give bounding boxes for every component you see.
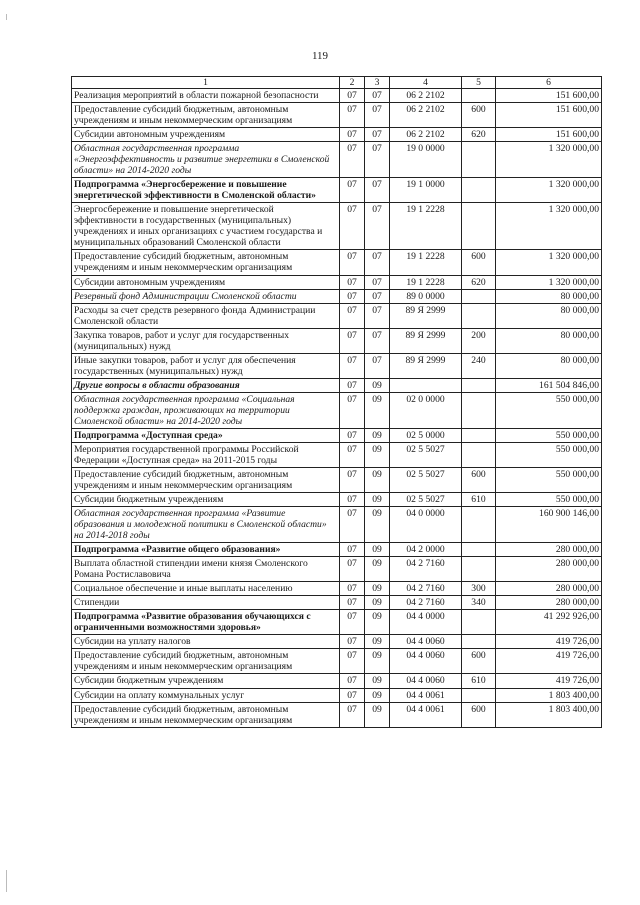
- cell-expense-type: 610: [462, 493, 496, 507]
- cell-target-article: 19 1 2228: [390, 203, 462, 250]
- cell-amount: 161 504 846,00: [496, 378, 602, 392]
- table-row: [72, 507, 602, 543]
- cell-section: 07: [340, 275, 365, 289]
- cell-target-article: 06 2 2102: [390, 128, 462, 142]
- table-row: [72, 303, 602, 328]
- cell-subsection: 09: [365, 582, 390, 596]
- cell-expense-type: 340: [462, 596, 496, 610]
- table-row: [72, 596, 602, 610]
- cell-section: 07: [340, 303, 365, 328]
- table-row: [72, 688, 602, 702]
- scan-edge-mark: [6, 870, 7, 892]
- cell-amount: 280 000,00: [496, 557, 602, 582]
- cell-section: 07: [340, 289, 365, 303]
- cell-expense-type: [462, 543, 496, 557]
- cell-section: 07: [340, 89, 365, 103]
- cell-subsection: 09: [365, 674, 390, 688]
- cell-name: Выплата областной стипендии имени князя Смоленского Романа Ростиславовича: [72, 557, 340, 582]
- cell-name: Субсидии бюджетным учреждениям: [72, 493, 340, 507]
- cell-expense-type: 600: [462, 702, 496, 727]
- cell-target-article: 89 Я 2999: [390, 328, 462, 353]
- cell-section: 07: [340, 493, 365, 507]
- cell-target-article: 19 0 0000: [390, 142, 462, 178]
- cell-target-article: 04 2 7160: [390, 557, 462, 582]
- cell-amount: 550 000,00: [496, 392, 602, 428]
- cell-subsection: 07: [365, 142, 390, 178]
- cell-target-article: 04 4 0060: [390, 649, 462, 674]
- page-number: 119: [311, 50, 329, 62]
- cell-name: Закупка товаров, работ и услуг для государственных (муниципальных) нужд: [72, 328, 340, 353]
- cell-section: 07: [340, 507, 365, 543]
- table-row: [72, 493, 602, 507]
- cell-subsection: 07: [365, 328, 390, 353]
- cell-amount: 419 726,00: [496, 649, 602, 674]
- cell-section: 07: [340, 543, 365, 557]
- cell-subsection: 09: [365, 610, 390, 635]
- cell-amount: 151 600,00: [496, 103, 602, 128]
- cell-section: 07: [340, 203, 365, 250]
- cell-target-article: 19 1 2228: [390, 250, 462, 275]
- cell-amount: 1 320 000,00: [496, 275, 602, 289]
- col-header-name: 1: [72, 77, 340, 89]
- cell-target-article: 04 4 0061: [390, 702, 462, 727]
- cell-expense-type: 300: [462, 582, 496, 596]
- cell-amount: 550 000,00: [496, 467, 602, 492]
- table-header: [72, 77, 602, 89]
- table-row: [72, 702, 602, 727]
- table-row: [72, 635, 602, 649]
- cell-name: Подпрограмма «Развитие общего образования»: [72, 543, 340, 557]
- cell-section: 07: [340, 442, 365, 467]
- cell-amount: 280 000,00: [496, 543, 602, 557]
- cell-section: 07: [340, 428, 365, 442]
- cell-subsection: 09: [365, 688, 390, 702]
- cell-expense-type: 600: [462, 467, 496, 492]
- cell-target-article: 19 1 2228: [390, 275, 462, 289]
- table-row: [72, 128, 602, 142]
- cell-name: Областная государственная программа «Социальная поддержка граждан, проживающих на территории Смоленской области» на 2014-2020 годы: [72, 392, 340, 428]
- col-header-expense-type: 5: [462, 77, 496, 89]
- cell-amount: 419 726,00: [496, 635, 602, 649]
- cell-section: 07: [340, 142, 365, 178]
- cell-expense-type: [462, 610, 496, 635]
- cell-name: Субсидии на уплату налогов: [72, 635, 340, 649]
- table-row: [72, 89, 602, 103]
- cell-section: 07: [340, 688, 365, 702]
- cell-amount: 80 000,00: [496, 289, 602, 303]
- table-body: [72, 89, 602, 728]
- cell-name: Предоставление субсидий бюджетным, автономным учреждениям и иным некоммерческим организациям: [72, 702, 340, 727]
- cell-subsection: 07: [365, 275, 390, 289]
- cell-subsection: 09: [365, 442, 390, 467]
- budget-table: [71, 76, 602, 728]
- cell-name: Расходы за счет средств резервного фонда Администрации Смоленской области: [72, 303, 340, 328]
- cell-name: Иные закупки товаров, работ и услуг для обеспечения государственных (муниципальных) нужд: [72, 353, 340, 378]
- table-row: [72, 392, 602, 428]
- cell-section: 07: [340, 178, 365, 203]
- cell-target-article: 89 Я 2999: [390, 353, 462, 378]
- cell-section: 07: [340, 635, 365, 649]
- cell-target-article: 02 5 5027: [390, 442, 462, 467]
- cell-expense-type: [462, 89, 496, 103]
- cell-subsection: 09: [365, 467, 390, 492]
- cell-subsection: 09: [365, 543, 390, 557]
- cell-section: 07: [340, 596, 365, 610]
- cell-target-article: 04 4 0061: [390, 688, 462, 702]
- cell-target-article: 04 4 0060: [390, 635, 462, 649]
- cell-subsection: 09: [365, 596, 390, 610]
- cell-amount: 80 000,00: [496, 353, 602, 378]
- table-row: [72, 103, 602, 128]
- cell-name: Областная государственная программа «Энергоэффективность и развитие энергетики в Смоленской области» на 2014-2020 годы: [72, 142, 340, 178]
- cell-amount: 80 000,00: [496, 328, 602, 353]
- col-header-amount: 6: [496, 77, 602, 89]
- cell-subsection: 07: [365, 128, 390, 142]
- cell-section: 07: [340, 702, 365, 727]
- cell-name: Резервный фонд Администрации Смоленской области: [72, 289, 340, 303]
- cell-subsection: 09: [365, 428, 390, 442]
- cell-section: 07: [340, 128, 365, 142]
- cell-amount: 280 000,00: [496, 596, 602, 610]
- cell-expense-type: 600: [462, 250, 496, 275]
- cell-subsection: 09: [365, 493, 390, 507]
- table-row: [72, 353, 602, 378]
- table-row: [72, 178, 602, 203]
- cell-target-article: 89 0 0000: [390, 289, 462, 303]
- cell-amount: 1 320 000,00: [496, 250, 602, 275]
- cell-name: Предоставление субсидий бюджетным, автономным учреждениям и иным некоммерческим организациям: [72, 649, 340, 674]
- cell-section: 07: [340, 610, 365, 635]
- cell-subsection: 07: [365, 353, 390, 378]
- table-row: [72, 328, 602, 353]
- table-row: [72, 142, 602, 178]
- cell-target-article: 02 0 0000: [390, 392, 462, 428]
- cell-section: 07: [340, 353, 365, 378]
- cell-section: 07: [340, 674, 365, 688]
- cell-name: Подпрограмма «Энергосбережение и повышение энергетической эффективности в Смоленской области»: [72, 178, 340, 203]
- col-header-section: 2: [340, 77, 365, 89]
- cell-amount: 280 000,00: [496, 582, 602, 596]
- cell-amount: 80 000,00: [496, 303, 602, 328]
- cell-name: Социальное обеспечение и иные выплаты населению: [72, 582, 340, 596]
- cell-amount: 151 600,00: [496, 128, 602, 142]
- cell-subsection: 09: [365, 507, 390, 543]
- table-row: [72, 203, 602, 250]
- cell-expense-type: 620: [462, 275, 496, 289]
- cell-amount: 1 320 000,00: [496, 142, 602, 178]
- cell-section: 07: [340, 582, 365, 596]
- cell-expense-type: [462, 142, 496, 178]
- cell-expense-type: [462, 378, 496, 392]
- column-number-row: [72, 77, 602, 89]
- col-header-target-article: 4: [390, 77, 462, 89]
- cell-target-article: 04 4 0000: [390, 610, 462, 635]
- cell-expense-type: [462, 557, 496, 582]
- cell-expense-type: 200: [462, 328, 496, 353]
- cell-subsection: 07: [365, 103, 390, 128]
- cell-target-article: 04 4 0060: [390, 674, 462, 688]
- cell-subsection: 07: [365, 178, 390, 203]
- cell-name: Мероприятия государственной программы Российской Федерации «Доступная среда» на 2011-2015 годы: [72, 442, 340, 467]
- cell-name: Подпрограмма «Доступная среда»: [72, 428, 340, 442]
- cell-subsection: 07: [365, 250, 390, 275]
- cell-amount: 1 803 400,00: [496, 688, 602, 702]
- cell-expense-type: [462, 392, 496, 428]
- table-row: [72, 428, 602, 442]
- cell-target-article: [390, 378, 462, 392]
- cell-section: 07: [340, 392, 365, 428]
- cell-subsection: 09: [365, 702, 390, 727]
- table-row: [72, 557, 602, 582]
- cell-expense-type: [462, 635, 496, 649]
- cell-amount: 1 320 000,00: [496, 178, 602, 203]
- table-row: [72, 467, 602, 492]
- cell-target-article: 04 2 7160: [390, 596, 462, 610]
- cell-amount: 550 000,00: [496, 442, 602, 467]
- cell-expense-type: [462, 203, 496, 250]
- cell-amount: 550 000,00: [496, 493, 602, 507]
- cell-expense-type: [462, 507, 496, 543]
- cell-name: Стипендии: [72, 596, 340, 610]
- table-row: [72, 378, 602, 392]
- cell-subsection: 09: [365, 378, 390, 392]
- table-row: [72, 275, 602, 289]
- cell-expense-type: 240: [462, 353, 496, 378]
- cell-expense-type: 610: [462, 674, 496, 688]
- cell-expense-type: 620: [462, 128, 496, 142]
- cell-expense-type: [462, 688, 496, 702]
- table-row: [72, 442, 602, 467]
- table-row: [72, 674, 602, 688]
- scan-edge-mark: [6, 14, 7, 20]
- cell-name: Реализация мероприятий в области пожарной безопасности: [72, 89, 340, 103]
- cell-target-article: 06 2 2102: [390, 103, 462, 128]
- cell-section: 07: [340, 557, 365, 582]
- table-row: [72, 250, 602, 275]
- cell-subsection: 09: [365, 635, 390, 649]
- cell-section: 07: [340, 378, 365, 392]
- cell-target-article: 02 5 0000: [390, 428, 462, 442]
- cell-amount: 1 320 000,00: [496, 203, 602, 250]
- table-row: [72, 289, 602, 303]
- cell-subsection: 09: [365, 557, 390, 582]
- table-row: [72, 610, 602, 635]
- cell-name: Областная государственная программа «Развитие образования и молодежной политики в Смоленской области» на 2014-2018 годы: [72, 507, 340, 543]
- cell-name: Другие вопросы в области образования: [72, 378, 340, 392]
- cell-amount: 151 600,00: [496, 89, 602, 103]
- cell-name: Субсидии автономным учреждениям: [72, 128, 340, 142]
- cell-name: Субсидии бюджетным учреждениям: [72, 674, 340, 688]
- cell-amount: 41 292 926,00: [496, 610, 602, 635]
- cell-expense-type: [462, 178, 496, 203]
- cell-subsection: 07: [365, 289, 390, 303]
- cell-subsection: 07: [365, 89, 390, 103]
- cell-target-article: 19 1 0000: [390, 178, 462, 203]
- cell-name: Предоставление субсидий бюджетным, автономным учреждениям и иным некоммерческим организациям: [72, 467, 340, 492]
- cell-name: Предоставление субсидий бюджетным, автономным учреждениям и иным некоммерческим организациям: [72, 103, 340, 128]
- cell-expense-type: 600: [462, 649, 496, 674]
- cell-target-article: 06 2 2102: [390, 89, 462, 103]
- cell-section: 07: [340, 103, 365, 128]
- cell-subsection: 09: [365, 649, 390, 674]
- cell-target-article: 02 5 5027: [390, 467, 462, 492]
- table-row: [72, 582, 602, 596]
- cell-name: Предоставление субсидий бюджетным, автономным учреждениям и иным некоммерческим организациям: [72, 250, 340, 275]
- cell-expense-type: [462, 289, 496, 303]
- cell-name: Субсидии на оплату коммунальных услуг: [72, 688, 340, 702]
- cell-subsection: 07: [365, 303, 390, 328]
- cell-subsection: 09: [365, 392, 390, 428]
- cell-name: Субсидии автономным учреждениям: [72, 275, 340, 289]
- cell-expense-type: [462, 428, 496, 442]
- cell-section: 07: [340, 250, 365, 275]
- cell-section: 07: [340, 649, 365, 674]
- cell-expense-type: [462, 303, 496, 328]
- cell-expense-type: [462, 442, 496, 467]
- cell-target-article: 02 5 5027: [390, 493, 462, 507]
- cell-amount: 160 900 146,00: [496, 507, 602, 543]
- cell-subsection: 07: [365, 203, 390, 250]
- cell-amount: 1 803 400,00: [496, 702, 602, 727]
- table-row: [72, 649, 602, 674]
- cell-name: Подпрограмма «Развитие образования обучающихся с ограниченными возможностями здоровья»: [72, 610, 340, 635]
- cell-target-article: 04 2 7160: [390, 582, 462, 596]
- cell-section: 07: [340, 467, 365, 492]
- cell-amount: 419 726,00: [496, 674, 602, 688]
- cell-amount: 550 000,00: [496, 428, 602, 442]
- cell-target-article: 04 0 0000: [390, 507, 462, 543]
- cell-expense-type: 600: [462, 103, 496, 128]
- cell-target-article: 04 2 0000: [390, 543, 462, 557]
- table-row: [72, 543, 602, 557]
- cell-section: 07: [340, 328, 365, 353]
- col-header-subsection: 3: [365, 77, 390, 89]
- cell-name: Энергосбережение и повышение энергетической эффективности в государственных (муниципальных) учреждениях и иных организациях с участием государства и муниципальных образований Смоленской области: [72, 203, 340, 250]
- cell-target-article: 89 Я 2999: [390, 303, 462, 328]
